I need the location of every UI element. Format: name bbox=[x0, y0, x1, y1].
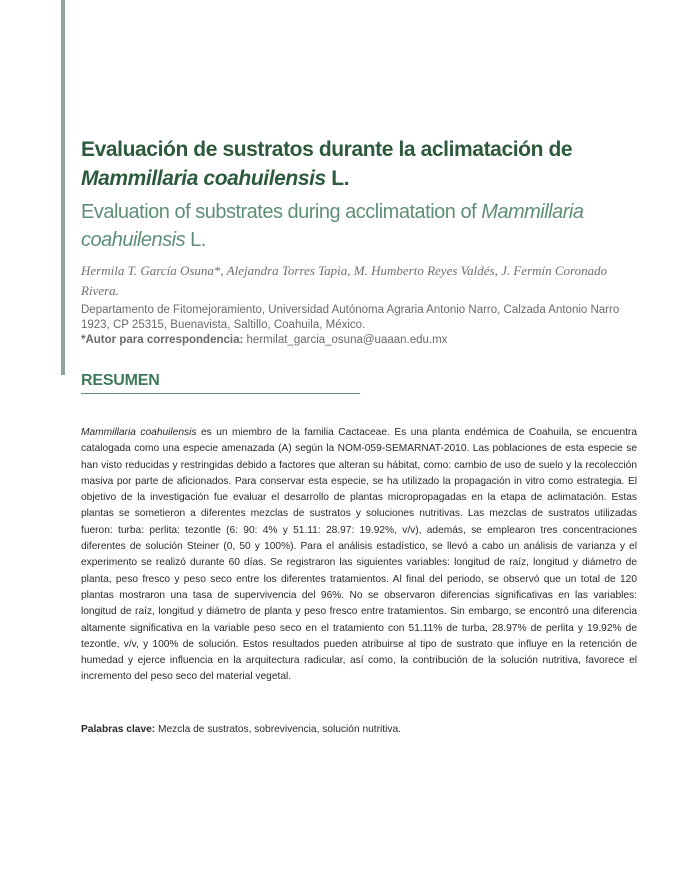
abstract-species: Mammillaria coahuilensis bbox=[81, 427, 197, 438]
decorative-side-bar bbox=[61, 0, 65, 375]
abstract-paragraph bbox=[81, 425, 637, 686]
author-list: Hermila T. García Osuna*, Alejandra Torres Tapia, M. Humberto Reyes Valdés, J. Fermín Coronado Rivera. bbox=[81, 263, 608, 298]
title-spanish-main: Evaluación de sustratos durante la aclimatación de bbox=[81, 138, 573, 161]
correspondence-label: *Autor para correspondencia: bbox=[81, 334, 244, 346]
title-english bbox=[81, 198, 637, 254]
title-english-suffix: L. bbox=[185, 229, 206, 251]
correspondence-line bbox=[81, 333, 637, 348]
abstract-text: es un miembro de la familia Cactaceae. Es una planta endémica de Coahuila, se encuentra catalogada como una especie amenazada (A) según la NOM-059-SEMARNAT-2010. Las poblaciones de esta especie se han visto reducidas y restringidas debido a factores que alteran su hábitat, como: cambio de uso de suelo y la recolección masiva por parte de aficionados. Para conservar esta especie, se ha utilizado la propagación in vitro como estrategia. El objetivo de la investigación fue evaluar el desarrollo de plantas micropropagadas en la etapa de aclimatación. Estas plantas se sometieron a diferentes mezclas de sustratos y soluciones nutritivas. Las mezclas de sustratos utilizadas fueron: turba: perlita: tezontle (6: 90: 4% y 51.11: 28.97: 19.92%, v/v), además, se emplearon tres concentraciones diferentes de solución Steiner (0, 50 y 100%). Para el análisis estadístico, se llevó a cabo un análisis de varianza y el experimento se realizó durante 60 días. Se registraron las siguientes variables: longitud de raíz, longitud y diámetro de planta, peso fresco y peso seco entre los diferentes tratamientos. Al final del periodo, se observó que un total de 120 plantas mostraron una tasa de supervivencia del 96%. No se observaron diferencias significativas en las variables: longitud de raíz, longitud y diámetro de planta y peso fresco entre tratamientos. Sin embargo, se encontró una diferencia altamente significativa en la variable peso seco en el tratamiento con 51.11% de turba, 28.97% de perlita y 19.92% de tezontle, v/v, y 100% de solución. Estos resultados pueden atribuirse al tipo de sustrato que influye en la retención de humedad y ejerce influencia en la arquitectura radicular, así como, la contribución de la solución nutritiva, favorece el incremento del peso seco del material vegetal. bbox=[81, 427, 637, 683]
affiliation-text: Departamento de Fitomejoramiento, Universidad Autónoma Agraria Antonio Narro, Calzada Antonio Narro 1923, CP 25315, Buenavista, Saltillo, Coahuila, México. bbox=[81, 304, 620, 331]
keywords-text: Mezcla de sustratos, sobrevivencia, solución nutritiva. bbox=[155, 724, 401, 735]
title-english-main: Evaluation of substrates during acclimatation of bbox=[81, 201, 482, 223]
title-spanish-species: Mammillaria coahuilensis bbox=[81, 167, 326, 190]
keywords-label: Palabras clave: bbox=[81, 724, 156, 735]
keywords-line bbox=[81, 722, 637, 738]
title-english-species: Mammillaria coahuilensis bbox=[81, 201, 584, 251]
correspondence-email: hermilat_garcia_osuna@uaaan.edu.mx bbox=[243, 334, 448, 346]
affiliation-block bbox=[81, 303, 637, 348]
section-heading-resumen: RESUMEN bbox=[81, 372, 360, 394]
title-spanish-suffix: L. bbox=[325, 167, 350, 190]
title-spanish bbox=[81, 135, 637, 193]
